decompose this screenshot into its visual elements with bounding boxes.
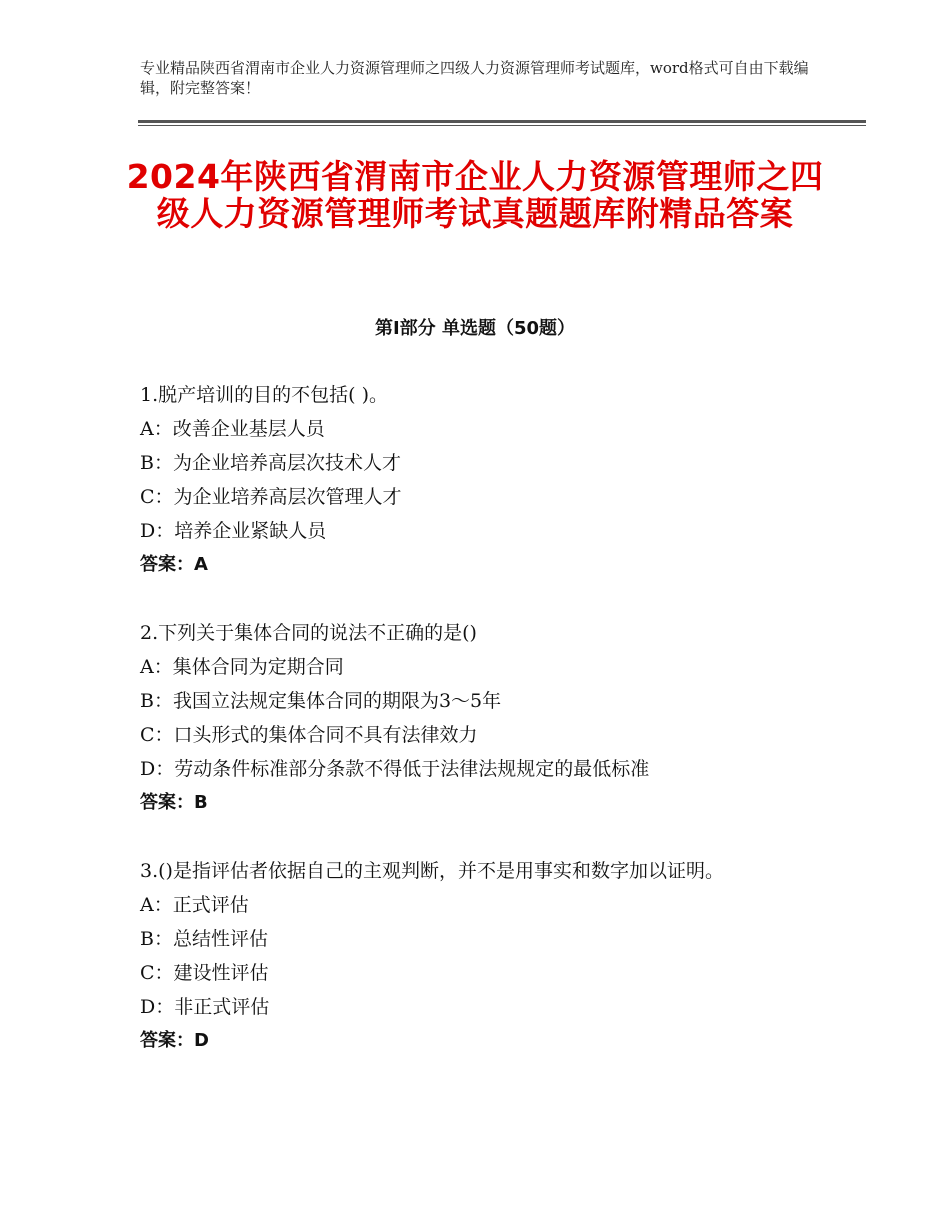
header-rule-thick [138, 120, 866, 123]
option-c: C：口头形式的集体合同不具有法律效力 [140, 724, 478, 746]
question-1 [140, 378, 820, 582]
option-a: A：集体合同为定期合同 [140, 656, 344, 678]
question-list [140, 378, 820, 1092]
option-d: D：培养企业紧缺人员 [140, 520, 327, 542]
option-b: B：为企业培养高层次技术人才 [140, 452, 401, 474]
document-title: 2024年陕西省渭南市企业人力资源管理师之四级人力资源管理师考试真题题库附精品答案 [126, 157, 824, 233]
option-a: A：正式评估 [140, 894, 249, 916]
question-stem: 3.()是指评估者依据自己的主观判断，并不是用事实和数字加以证明。 [140, 860, 724, 882]
question-stem: 1.脱产培训的目的不包括( )。 [140, 384, 388, 406]
option-a: A：改善企业基层人员 [140, 418, 325, 440]
answer: 答案：B [140, 792, 208, 813]
option-c: C：建设性评估 [140, 962, 269, 984]
question-stem: 2.下列关于集体合同的说法不正确的是() [140, 622, 477, 644]
option-d: D：劳动条件标准部分条款不得低于法律法规规定的最低标准 [140, 758, 650, 780]
option-d: D：非正式评估 [140, 996, 270, 1018]
answer: 答案：A [140, 554, 208, 575]
option-c: C：为企业培养高层次管理人才 [140, 486, 402, 508]
header-note: 专业精品陕西省渭南市企业人力资源管理师之四级人力资源管理师考试题库，word格式可自由下载编辑，附完整答案！ [140, 59, 809, 97]
answer: 答案：D [140, 1030, 209, 1051]
question-2 [140, 616, 820, 820]
section-title: 第Ⅰ部分 单选题（50题） [374, 318, 575, 339]
option-b: B：我国立法规定集体合同的期限为3～5年 [140, 690, 502, 712]
header-rule-thin [138, 125, 866, 126]
option-b: B：总结性评估 [140, 928, 268, 950]
question-3 [140, 854, 820, 1058]
